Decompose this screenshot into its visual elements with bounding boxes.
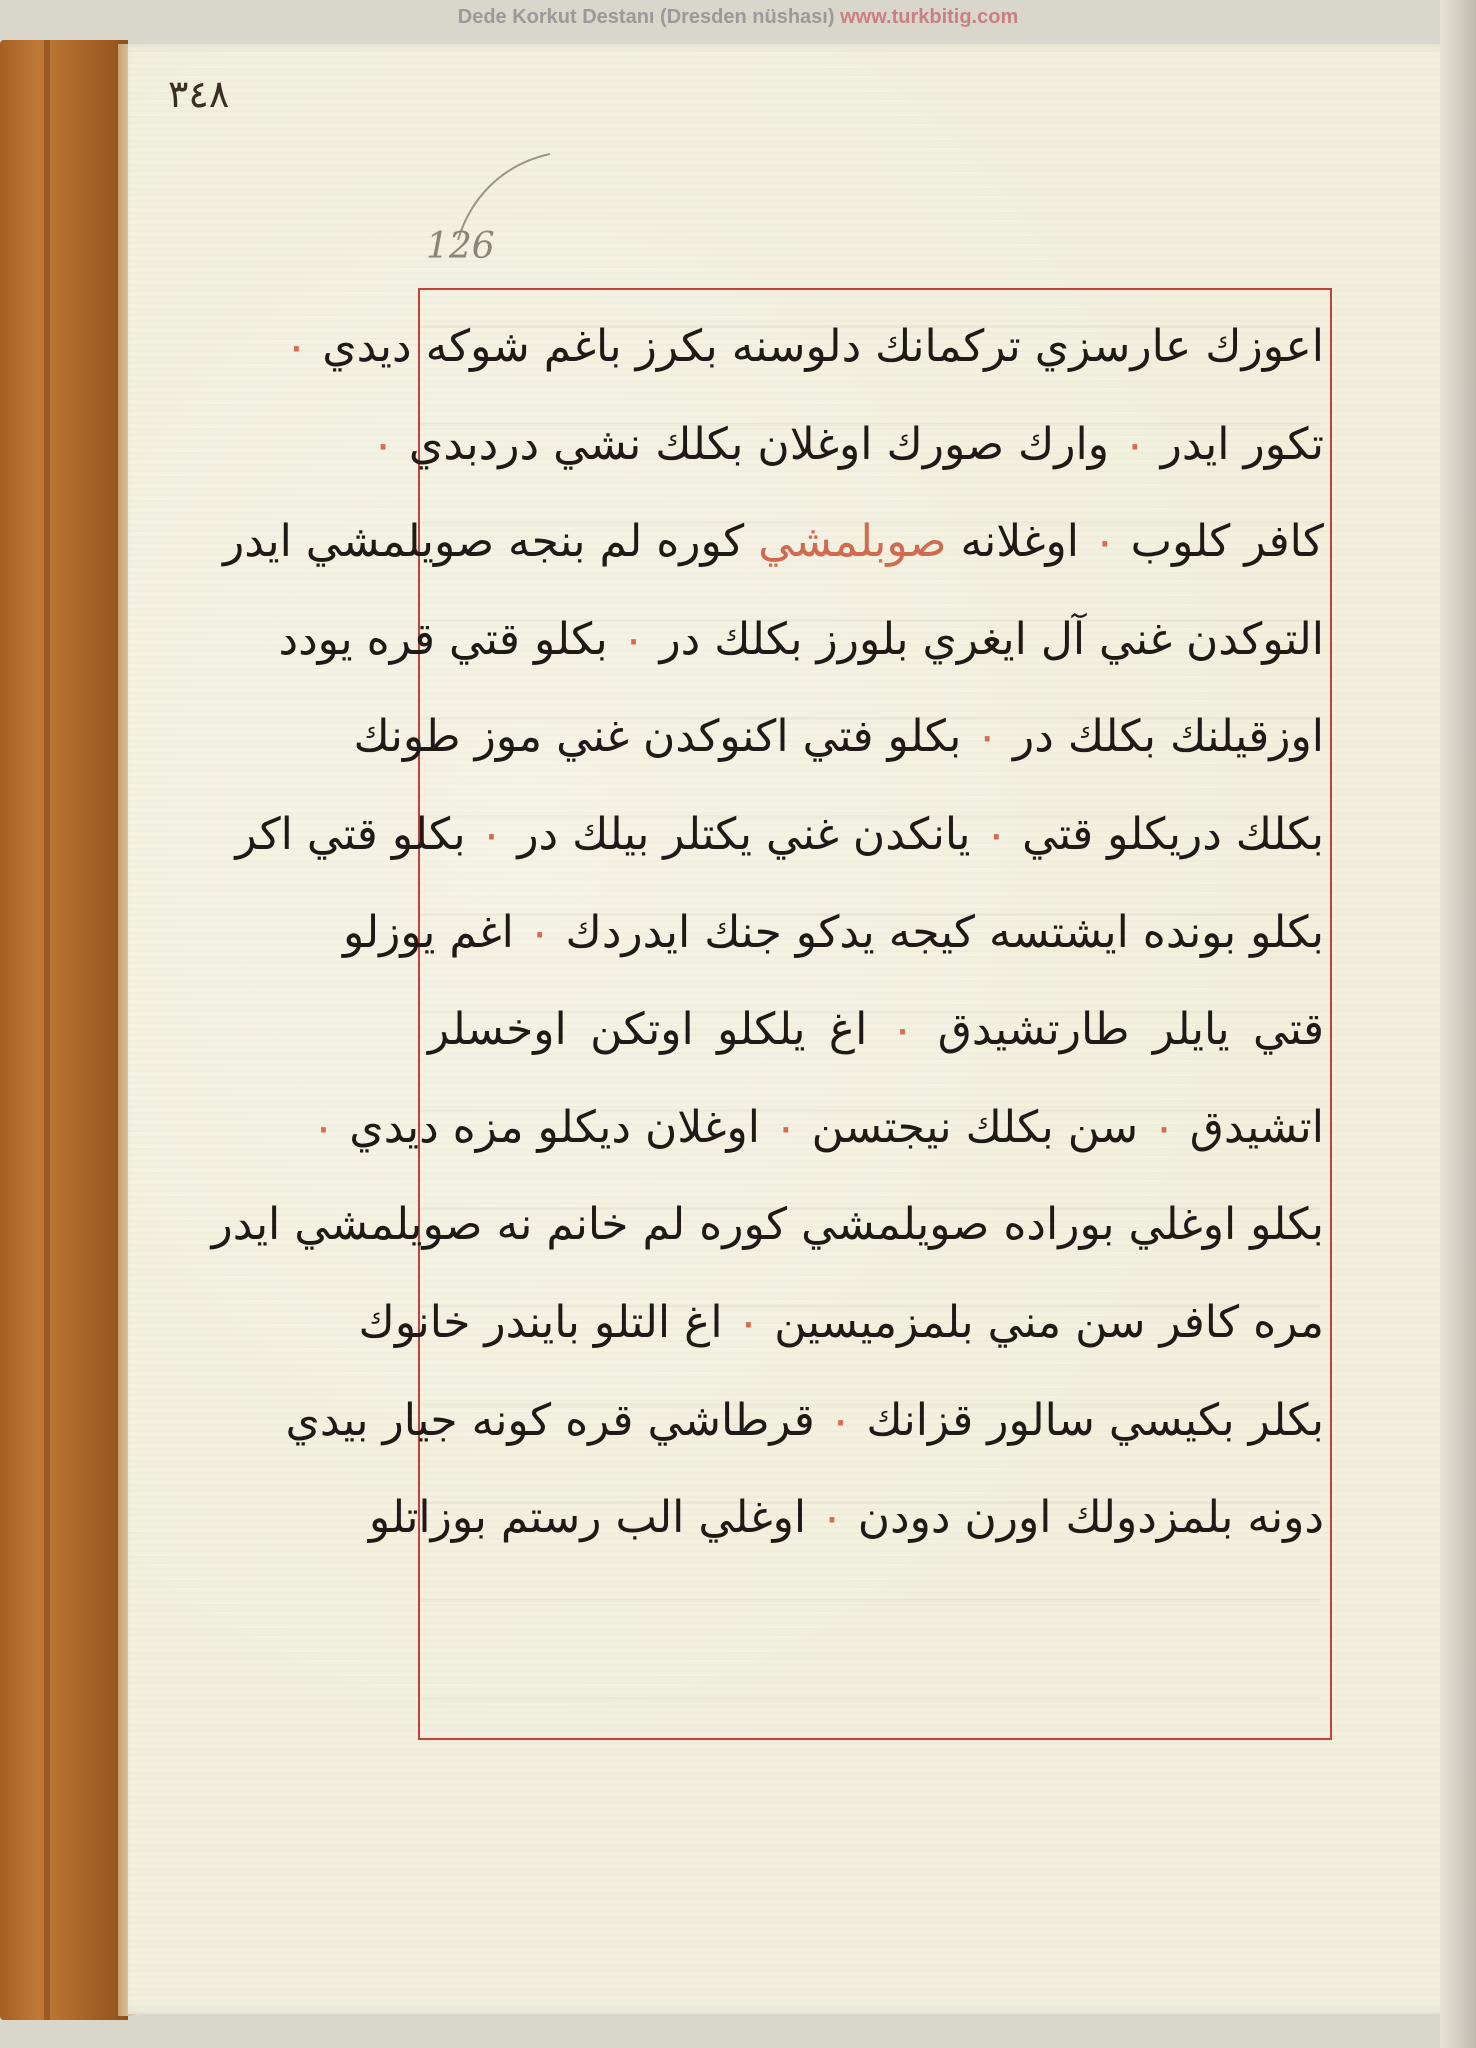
text-segment: قرطاشي قره كونه جيار بيدي (285, 1394, 815, 1446)
book-cover-left (0, 40, 128, 2020)
text-segment: وارك صورك اوغلان بكلك نشي دردبدي (408, 418, 1110, 470)
manuscript-line (343, 884, 1324, 982)
rubric-word: صوبلمشي (758, 516, 947, 568)
text-segment: تكور ايدر (1160, 418, 1324, 470)
text-segment: دونه بلمزدولك اورن دودن (857, 1492, 1324, 1544)
text-segment: بكلو اوغلي بوراده صويلمشي كوره لم خانم نه صويلمشي ايدر (211, 1199, 1324, 1251)
verse-dot-marker: ٠ (760, 1101, 812, 1153)
verse-dot-marker: ٠ (284, 321, 323, 372)
verse-dot-marker: ٠ (1079, 516, 1131, 568)
verse-dot-marker: ٠ (814, 1394, 867, 1446)
verse-dot-marker: ٠ (961, 711, 1014, 763)
manuscript-line (311, 1079, 1324, 1177)
verse-dot-marker: ٠ (867, 1004, 938, 1056)
text-segment: اغ التلو بايندر خانوك (358, 1296, 723, 1348)
verse-dot-marker: ٠ (806, 1492, 858, 1544)
text-segment: اتشيدق (1189, 1101, 1324, 1153)
verse-dot-marker: ٠ (371, 418, 409, 470)
manuscript-line (211, 1176, 1324, 1274)
verse-dot-marker: ٠ (607, 613, 660, 665)
folio-number: ٣٤٨ (168, 72, 230, 116)
text-segment: كافر كلوب (1130, 516, 1324, 568)
manuscript-line (278, 591, 1324, 689)
text-segment: سن بكلك نيجتسن (811, 1101, 1139, 1153)
verse-dot-marker: ٠ (722, 1296, 775, 1348)
text-segment: بكلر بكيسي سالور قزانك (866, 1394, 1324, 1446)
watermark-title: Dede Korkut Destanı (Dresden nüshası) (457, 6, 835, 28)
manuscript-line (358, 1274, 1324, 1372)
text-segment: مره كافر سن مني بلمزميسين (774, 1296, 1324, 1348)
manuscript-line (371, 396, 1324, 494)
verse-dot-marker: ٠ (465, 808, 518, 860)
text-segment: بكلو قتي قره يودد (278, 613, 608, 665)
manuscript-text-block (211, 298, 1324, 1567)
text-segment: يانكدن غني يكتلر بيلك در (517, 808, 971, 860)
watermark-banner (0, 0, 1476, 40)
text-segment: كوره لم بنجه صويلمشي ايدر (222, 516, 759, 568)
text-segment: اوغلان ديكلو مزه ديدي (349, 1101, 760, 1153)
manuscript-line (368, 1469, 1324, 1567)
verse-dot-marker: ٠ (970, 808, 1023, 860)
watermark-url[interactable]: www.turkbitig.com (840, 6, 1019, 28)
manuscript-line (428, 981, 1324, 1079)
text-segment: قتي يايلر طارتشيدق (937, 1004, 1324, 1056)
text-segment: اغ يلكلو اوتكن اوخسلر (428, 1004, 868, 1056)
text-segment: بكلو بونده ايشتسه كيجه يدكو جنك ايدردك (565, 906, 1324, 958)
text-segment: التوكدن غني آل ايغري بلورز بكلك در (659, 613, 1324, 665)
text-segment: اعوزك عارسزي تركمانك دلوسنه بكرز باغم شوكه ديدي (322, 321, 1324, 372)
manuscript-line (284, 298, 1324, 396)
page-right-edge (1440, 0, 1476, 2048)
pencil-page-number: 126 (426, 226, 495, 267)
text-segment: اوغلانه (946, 516, 1080, 568)
verse-dot-marker: ٠ (1138, 1101, 1190, 1153)
manuscript-line (285, 1372, 1324, 1470)
verse-dot-marker: ٠ (1109, 418, 1161, 470)
manuscript-line (353, 688, 1324, 786)
text-segment: اوغلي الب رستم بوزاتلو (368, 1492, 807, 1544)
text-segment: اوزقيلنك بكلك در (1013, 711, 1324, 763)
verse-dot-marker: ٠ (311, 1101, 350, 1153)
manuscript-line (235, 786, 1324, 884)
text-segment: بكلك دريكلو قتي (1022, 808, 1324, 860)
text-segment: بكلو قتي اكر (235, 808, 466, 860)
text-segment: بكلو فتي اكنوكدن غني موز طونك (353, 711, 962, 763)
verse-dot-marker: ٠ (513, 906, 566, 958)
book-spine-ridge (44, 40, 50, 2020)
text-segment: اغم يوزلو (343, 906, 514, 958)
manuscript-line (222, 493, 1324, 591)
